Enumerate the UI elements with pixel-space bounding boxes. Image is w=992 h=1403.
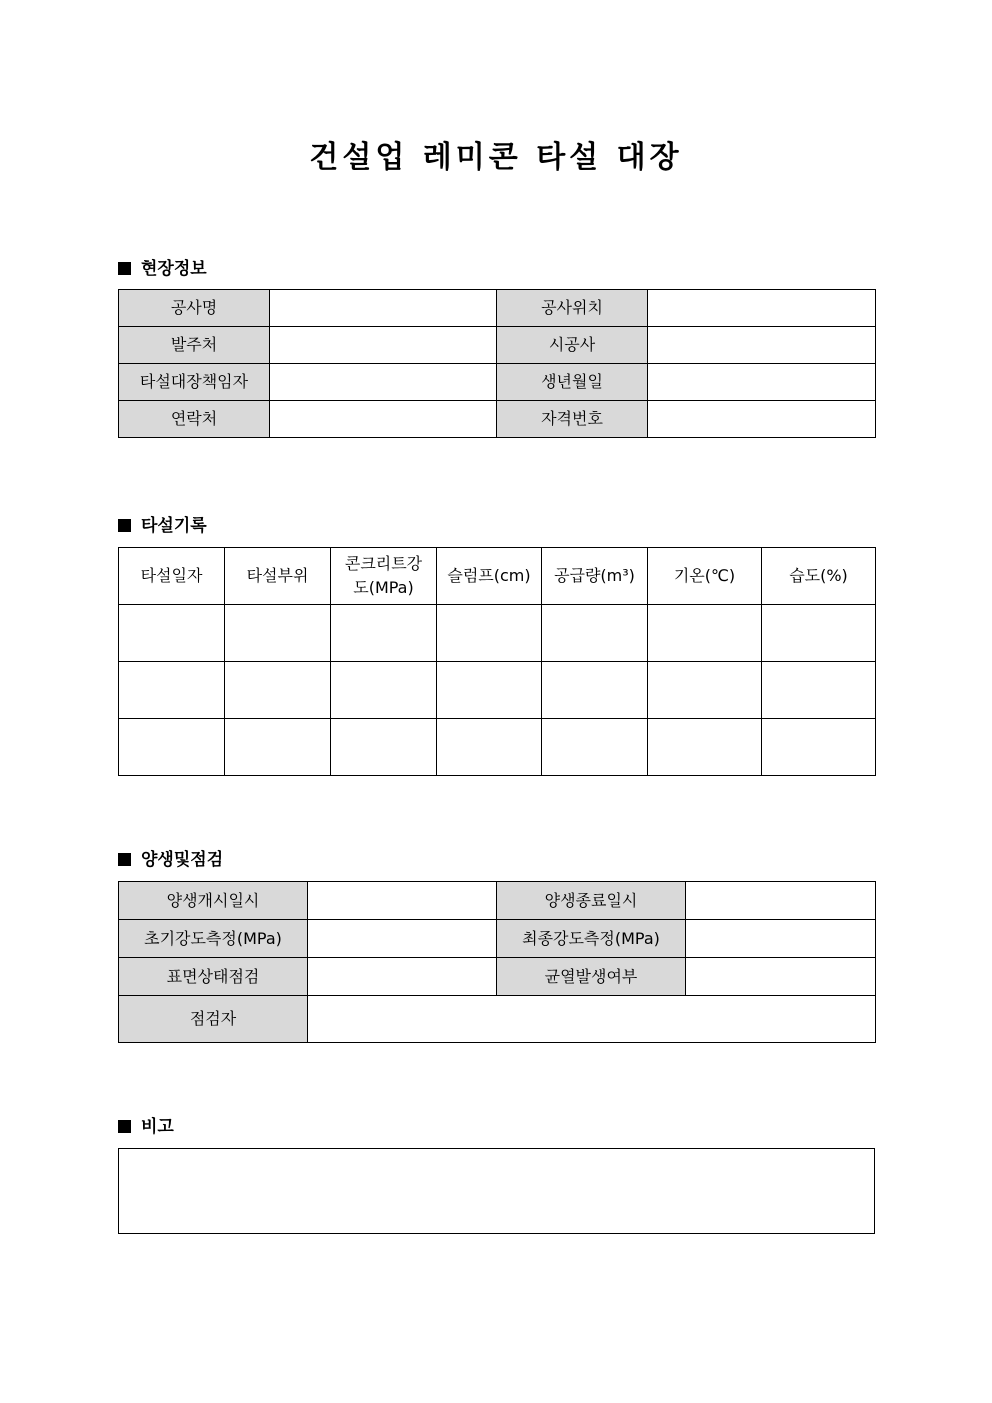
field-label: 공사위치: [497, 290, 648, 327]
field-label: 점검자: [119, 996, 308, 1043]
table-row: [119, 327, 876, 364]
table-cell[interactable]: [437, 662, 542, 719]
square-bullet-icon: [118, 1120, 131, 1133]
final-strength-field[interactable]: [686, 920, 876, 958]
birthdate-field[interactable]: [648, 364, 876, 401]
table-cell[interactable]: [225, 605, 331, 662]
table-row: [119, 364, 876, 401]
field-label: 타설대장책임자: [119, 364, 270, 401]
table-cell[interactable]: [762, 719, 876, 776]
remarks-field[interactable]: [118, 1148, 875, 1234]
field-label: 시공사: [497, 327, 648, 364]
table-cell[interactable]: [542, 719, 648, 776]
project-name-field[interactable]: [270, 290, 497, 327]
section-heading-pour-record: [118, 511, 207, 536]
column-header: 습도(%): [762, 548, 876, 605]
section-title: 비고: [141, 1117, 174, 1137]
table-row: [119, 958, 876, 996]
section-heading-site-info: [118, 254, 207, 279]
column-header: 공급량(m³): [542, 548, 648, 605]
field-label: 균열발생여부: [497, 958, 686, 996]
field-label: 양생개시일시: [119, 882, 308, 920]
table-cell[interactable]: [542, 662, 648, 719]
square-bullet-icon: [118, 519, 131, 532]
column-header: 타설일자: [119, 548, 225, 605]
inspector-field[interactable]: [308, 996, 876, 1043]
section-title: 양생및점검: [141, 850, 224, 870]
section-heading-remarks: [118, 1112, 174, 1137]
table-cell[interactable]: [225, 662, 331, 719]
page-title: 건설업 레미콘 타설 대장: [309, 140, 683, 175]
table-cell[interactable]: [762, 605, 876, 662]
table-cell[interactable]: [542, 605, 648, 662]
pour-record-table: [118, 547, 876, 776]
curing-start-field[interactable]: [308, 882, 497, 920]
table-row: [119, 920, 876, 958]
column-header: 콘크리트강도(MPa): [331, 548, 437, 605]
square-bullet-icon: [118, 262, 131, 275]
table-row: [119, 996, 876, 1043]
field-label: 양생종료일시: [497, 882, 686, 920]
project-location-field[interactable]: [648, 290, 876, 327]
client-field[interactable]: [270, 327, 497, 364]
table-cell[interactable]: [648, 719, 762, 776]
contractor-field[interactable]: [648, 327, 876, 364]
field-label: 표면상태점검: [119, 958, 308, 996]
curing-table: [118, 881, 876, 1043]
table-cell[interactable]: [119, 719, 225, 776]
table-cell[interactable]: [225, 719, 331, 776]
table-cell[interactable]: [331, 719, 437, 776]
table-header-row: [119, 548, 876, 605]
field-label: 생년월일: [497, 364, 648, 401]
field-label: 공사명: [119, 290, 270, 327]
column-header: 슬럼프(cm): [437, 548, 542, 605]
field-label: 최종강도측정(MPa): [497, 920, 686, 958]
section-title: 현장정보: [141, 259, 207, 279]
table-cell[interactable]: [437, 719, 542, 776]
field-label: 연락처: [119, 401, 270, 438]
table-row: [119, 662, 876, 719]
curing-end-field[interactable]: [686, 882, 876, 920]
license-number-field[interactable]: [648, 401, 876, 438]
table-row: [119, 290, 876, 327]
table-cell[interactable]: [762, 662, 876, 719]
column-header: 기온(℃): [648, 548, 762, 605]
table-cell[interactable]: [331, 605, 437, 662]
table-row: [119, 605, 876, 662]
table-row: [119, 882, 876, 920]
square-bullet-icon: [118, 853, 131, 866]
table-cell[interactable]: [648, 605, 762, 662]
site-info-table: [118, 289, 876, 438]
table-cell[interactable]: [437, 605, 542, 662]
section-heading-curing: [118, 845, 223, 870]
table-row: [119, 719, 876, 776]
initial-strength-field[interactable]: [308, 920, 497, 958]
table-cell[interactable]: [119, 662, 225, 719]
field-label: 자격번호: [497, 401, 648, 438]
manager-field[interactable]: [270, 364, 497, 401]
section-title: 타설기록: [141, 516, 207, 536]
field-label: 초기강도측정(MPa): [119, 920, 308, 958]
table-cell[interactable]: [331, 662, 437, 719]
surface-check-field[interactable]: [308, 958, 497, 996]
contact-field[interactable]: [270, 401, 497, 438]
table-row: [119, 401, 876, 438]
crack-check-field[interactable]: [686, 958, 876, 996]
field-label: 발주처: [119, 327, 270, 364]
table-cell[interactable]: [648, 662, 762, 719]
column-header: 타설부위: [225, 548, 331, 605]
table-cell[interactable]: [119, 605, 225, 662]
